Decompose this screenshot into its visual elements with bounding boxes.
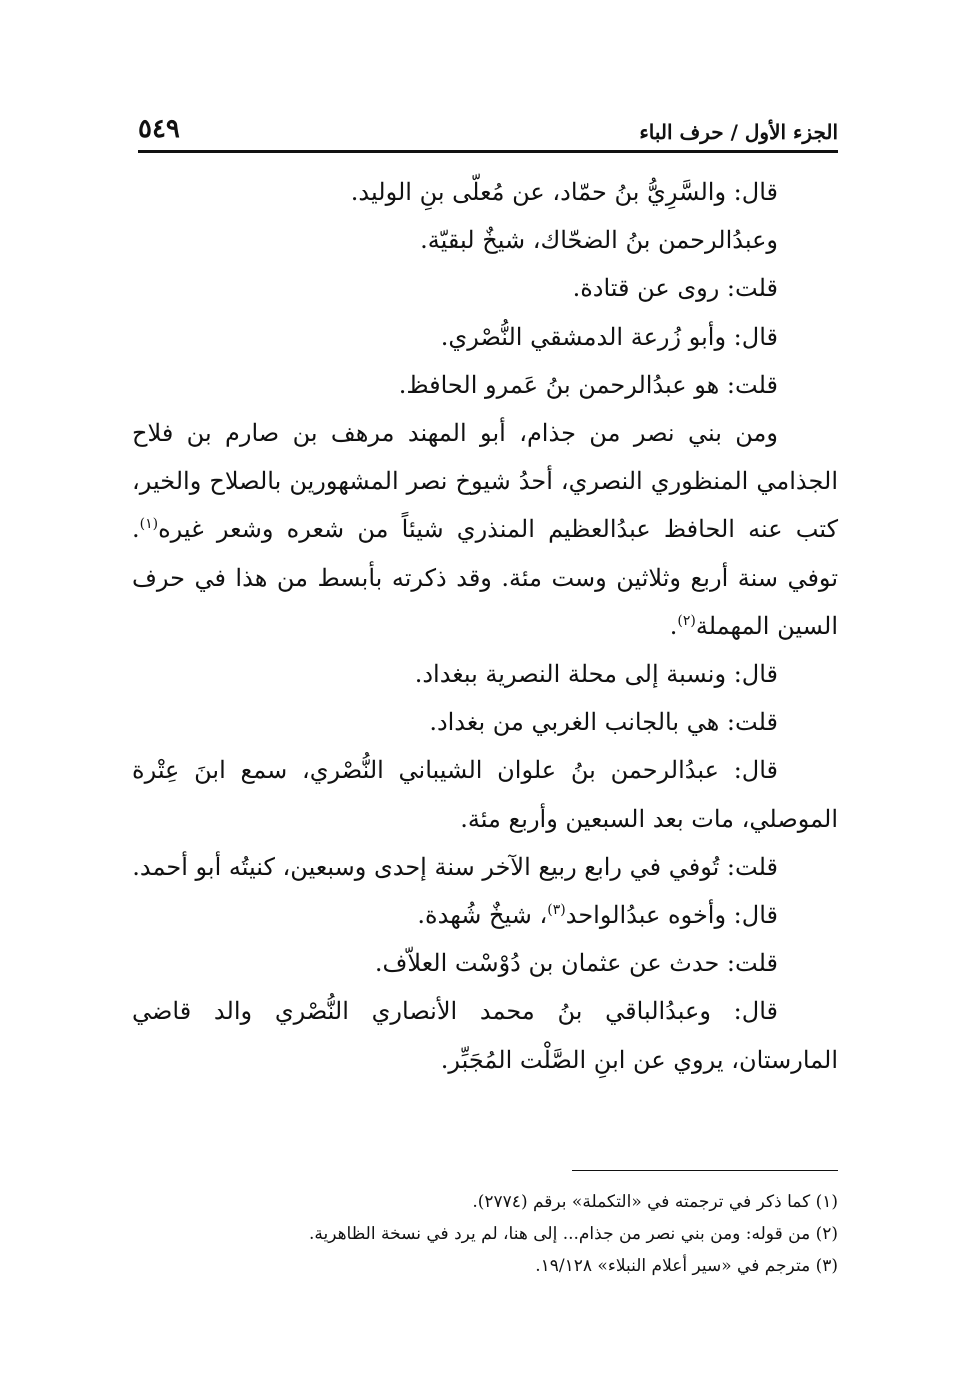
paragraph-bani-nasr	[132, 409, 838, 650]
header-rule	[138, 150, 838, 153]
paragraph-text: . توفي سنة أربع وثلاثين وست مئة. وقد ذكرته بأبسط من هذا في حرف السين المهملة	[132, 515, 838, 640]
paragraph-text: ومن بني نصر من جذام، أبو المهند مرهف بن صارم بن فلاح الجذامي المنظوري النصري، أحدُ شيوخ نصر المشهورين بالصلاح والخير، كتب عنه الحافظ عبدُالعظيم المنذري شيئاً من شعره وشعر غيره	[132, 419, 838, 544]
paragraph-text: قال: وأخوه عبدُالواحد	[565, 901, 778, 930]
footnote-2: (٢) من قوله: ومن بني نصر من جذام... إلى هنا، لم يرد في نسخة الظاهرية.	[308, 1224, 838, 1244]
main-text	[132, 168, 838, 1084]
footnote-1: (١) كما ذكر في ترجمته في «التكملة» برقم (٢٧٧٤).	[472, 1192, 838, 1212]
footnote-ref-2[interactable]: (٢)	[677, 612, 696, 629]
paragraph-death-date: قلت: تُوفي في رابع ربيع الآخر سنة إحدى وسبعين، كنيتُه أبو أحمد.	[132, 852, 778, 881]
text-line: قلت: هو عبدُالرحمن بنُ عَمرو الحافظ.	[398, 370, 778, 399]
running-head	[138, 112, 838, 152]
text-line: وعبدُالرحمن بنُ الضحّاك، شيخٌ لبقيّة.	[420, 226, 778, 255]
paragraph-alwan: قال: عبدُالرحمن بنُ علوان الشيباني النُّصْري، سمع ابنَ عِتْرة الموصلي، مات بعد السبعين وأربع مئة.	[132, 756, 838, 833]
paragraph-brother	[132, 891, 838, 939]
paragraph-end: ، شيخٌ شُهدة.	[417, 901, 548, 930]
text-line: قال: وأبو زُرعة الدمشقي النُّصْري.	[440, 322, 778, 351]
text-line: قلت: هي بالجانب الغربي من بغداد.	[429, 708, 778, 737]
footnote-ref-1[interactable]: (١)	[139, 516, 159, 533]
footnote-rule	[572, 1170, 838, 1171]
running-title: الجزء الأول / حرف الباء	[639, 120, 838, 144]
footnote-3: (٣) مترجم في «سير أعلام النبلاء» ١٩/١٢٨.	[535, 1256, 838, 1276]
paragraph-end: .	[669, 611, 678, 640]
footnote-ref-3[interactable]: (٣)	[547, 902, 566, 919]
text-line: قلت: روى عن قتادة.	[572, 274, 778, 303]
page-number: ٥٤٩	[138, 114, 180, 144]
text-line: قال: والسَّرِيُّ بنُ حمّاد، عن مُعلّى بنِ الوليد.	[350, 178, 778, 206]
paragraph-abd-al-baqi: قال: وعبدُالباقي بنُ محمد الأنصاري النُّصْري والد قاضي المارستان، يروي عن ابنِ الصَّلْت المُجَبِّر.	[132, 997, 838, 1074]
footnotes	[132, 1186, 838, 1282]
text-line: قلت: حدث عن عثمان بن دُوْسْت العلاّف.	[374, 949, 778, 978]
text-line: قال: ونسبة إلى محلة النصرية ببغداد.	[414, 660, 778, 689]
